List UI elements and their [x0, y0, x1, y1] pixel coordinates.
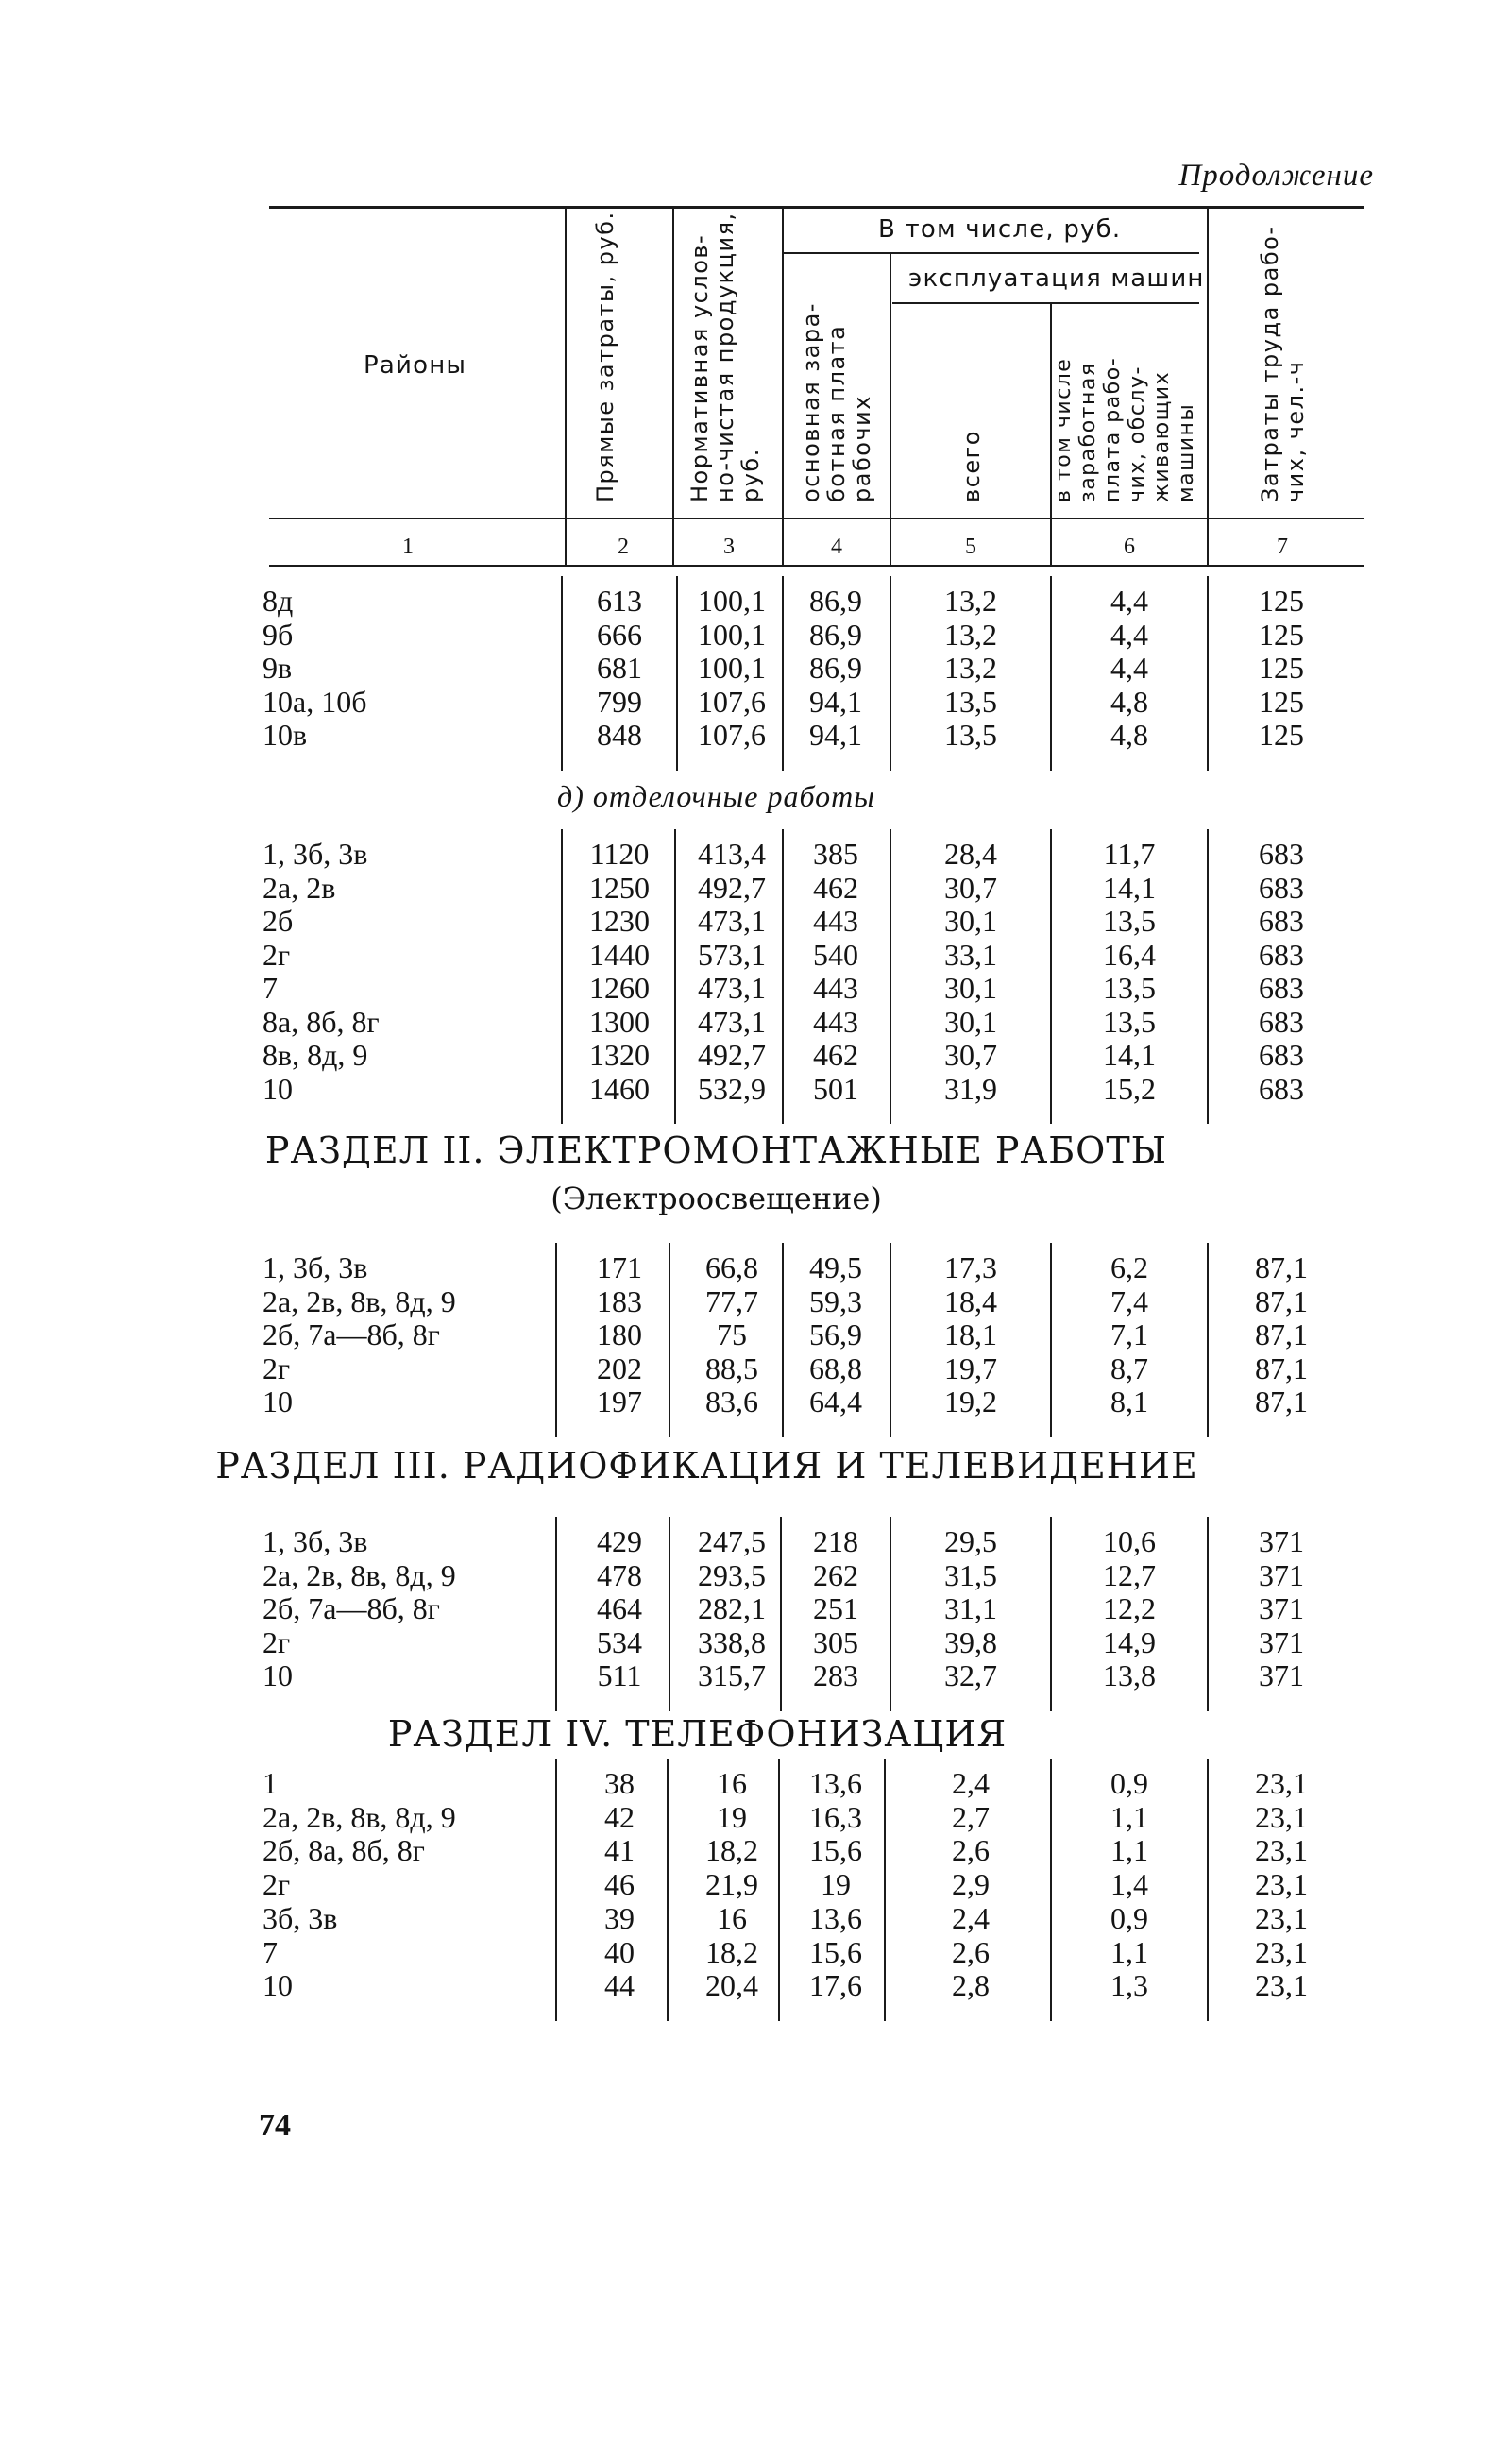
cell-value: 492,7: [698, 1038, 766, 1072]
cell-value: 666: [597, 617, 642, 652]
table-row: [0, 1591, 1508, 1625]
table-row: [0, 1867, 1508, 1901]
cell-value: 23,1: [1255, 1900, 1308, 1935]
cell-value: 262: [813, 1557, 858, 1592]
cell-district: 10: [263, 1968, 293, 2003]
cell-value: 1440: [589, 937, 650, 972]
col-number: 3: [723, 535, 735, 559]
cell-value: 443: [813, 971, 858, 1005]
cell-value: 573,1: [698, 937, 766, 972]
cell-district: 10: [263, 1071, 293, 1106]
cell-value: 443: [813, 904, 858, 938]
cell-district: 2а, 2в, 8в, 8д, 9: [263, 1557, 456, 1592]
cell-value: 16,3: [809, 1799, 862, 1834]
col-number: 5: [965, 535, 976, 559]
cell-value: 501: [813, 1071, 858, 1106]
cell-value: 30,1: [944, 904, 997, 938]
table-row: [0, 1901, 1508, 1935]
cell-value: 282,1: [698, 1591, 766, 1626]
table-row: [0, 1385, 1508, 1419]
cell-value: 31,5: [944, 1557, 997, 1592]
cell-district: 8д: [263, 584, 294, 618]
cell-value: 13,2: [944, 584, 997, 618]
cell-district: 2б, 7а—8б, 8г: [263, 1591, 440, 1626]
cell-value: 30,1: [944, 1004, 997, 1039]
cell-value: 17,6: [809, 1968, 862, 2003]
cell-value: 683: [1259, 1038, 1304, 1072]
cell-value: 0,9: [1110, 1766, 1148, 1800]
cell-value: 23,1: [1255, 1833, 1308, 1868]
cell-value: 30,1: [944, 971, 997, 1005]
table-row: [0, 618, 1508, 652]
cell-district: 10в: [263, 718, 308, 752]
cell-district: 10а, 10б: [263, 684, 367, 719]
cell-district: 2а, 2в, 8в, 8д, 9: [263, 1799, 456, 1834]
cell-value: 683: [1259, 904, 1304, 938]
cell-value: 1,1: [1110, 1833, 1148, 1868]
cell-value: 473,1: [698, 904, 766, 938]
cell-value: 13,5: [1103, 904, 1156, 938]
cell-district: 10: [263, 1385, 293, 1419]
cell-district: 8в, 8д, 9: [263, 1038, 368, 1072]
in-number-rule: [784, 252, 1199, 254]
cell-value: 86,9: [809, 651, 862, 685]
cell-value: 338,8: [698, 1624, 766, 1659]
section-title-iv: РАЗДЕЛ IV. ТЕЛЕФОНИЗАЦИЯ: [387, 1713, 1008, 1755]
cell-value: 30,7: [944, 1038, 997, 1072]
cell-value: 21,9: [705, 1867, 758, 1902]
table-row: [0, 938, 1508, 972]
cell-value: 202: [597, 1351, 642, 1385]
cell-value: 107,6: [698, 684, 766, 719]
cell-value: 11,7: [1103, 837, 1156, 871]
cell-value: 42: [604, 1799, 635, 1834]
cell-value: 848: [597, 718, 642, 752]
cell-value: 371: [1259, 1524, 1304, 1558]
section-title-ii: РАЗДЕЛ II. ЭЛЕКТРОМОНТАЖНЫЕ РАБОТЫ: [264, 1130, 1168, 1171]
cell-value: 4,8: [1110, 718, 1148, 752]
cell-value: 283: [813, 1658, 858, 1693]
header-vline: [1207, 208, 1209, 567]
cell-value: 19: [717, 1799, 747, 1834]
cell-value: 13,6: [809, 1766, 862, 1800]
cell-value: 4,4: [1110, 617, 1148, 652]
cell-value: 64,4: [809, 1385, 862, 1419]
cell-value: 87,1: [1255, 1317, 1308, 1352]
cell-value: 13,5: [944, 684, 997, 719]
cell-value: 31,9: [944, 1071, 997, 1106]
cell-value: 443: [813, 1004, 858, 1039]
cell-value: 16: [717, 1766, 747, 1800]
cell-value: 1,1: [1110, 1934, 1148, 1969]
cell-value: 1,3: [1110, 1968, 1148, 2003]
cell-value: 16,4: [1103, 937, 1156, 972]
cell-value: 44: [604, 1968, 635, 2003]
cell-value: 100,1: [698, 651, 766, 685]
table-row: [0, 1038, 1508, 1072]
cell-value: 183: [597, 1283, 642, 1318]
cell-value: 83,6: [705, 1385, 758, 1419]
cell-district: 2б, 7а—8б, 8г: [263, 1317, 440, 1352]
cell-value: 540: [813, 937, 858, 972]
header-vline: [565, 208, 567, 567]
cell-value: 429: [597, 1524, 642, 1558]
cell-value: 4,4: [1110, 651, 1148, 685]
table-row: [0, 1968, 1508, 2002]
cell-value: 799: [597, 684, 642, 719]
cell-value: 218: [813, 1524, 858, 1558]
col-number: 4: [831, 535, 842, 559]
page-number: 74: [259, 2108, 291, 2143]
cell-district: 2г: [263, 1624, 291, 1659]
cell-value: 18,2: [705, 1833, 758, 1868]
cell-value: 107,6: [698, 718, 766, 752]
cell-value: 371: [1259, 1658, 1304, 1693]
cell-value: 1,4: [1110, 1867, 1148, 1902]
cell-value: 66,8: [705, 1250, 758, 1284]
cell-district: 2г: [263, 1351, 291, 1385]
cell-value: 315,7: [698, 1658, 766, 1693]
cell-value: 68,8: [809, 1351, 862, 1385]
section-title-iii: РАЗДЕЛ III. РАДИОФИКАЦИЯ И ТЕЛЕВИДЕНИЕ: [215, 1445, 1198, 1487]
cell-value: 39: [604, 1900, 635, 1935]
header-vline: [890, 253, 891, 567]
cell-value: 28,4: [944, 837, 997, 871]
cell-value: 8,1: [1110, 1385, 1148, 1419]
table-row: [0, 1558, 1508, 1592]
cell-value: 29,5: [944, 1524, 997, 1558]
cell-value: 87,1: [1255, 1250, 1308, 1284]
machine-ops-rule: [892, 302, 1199, 304]
cell-value: 413,4: [698, 837, 766, 871]
cell-value: 94,1: [809, 718, 862, 752]
cell-district: 2б, 8а, 8б, 8г: [263, 1833, 425, 1868]
cell-value: 385: [813, 837, 858, 871]
cell-value: 1260: [589, 971, 650, 1005]
header-in-number: В том числе, руб.: [878, 215, 1122, 244]
table-row: [0, 837, 1508, 871]
cell-value: 23,1: [1255, 1968, 1308, 2003]
cell-district: 2а, 2в: [263, 870, 336, 905]
cell-value: 19,7: [944, 1351, 997, 1385]
cell-value: 683: [1259, 1004, 1304, 1039]
cell-district: 2г: [263, 937, 291, 972]
cell-value: 462: [813, 1038, 858, 1072]
cell-value: 75: [717, 1317, 747, 1352]
cell-value: 462: [813, 870, 858, 905]
cell-value: 7,1: [1110, 1317, 1148, 1352]
table-row: [0, 1833, 1508, 1867]
cell-district: 9б: [263, 617, 294, 652]
header-col3: Нормативная услов- но-чистая продукция, руб.: [686, 212, 764, 502]
cell-value: 12,2: [1103, 1591, 1156, 1626]
cell-value: 197: [597, 1385, 642, 1419]
cell-district: 2б: [263, 904, 294, 938]
table-row: [0, 1625, 1508, 1659]
cell-value: 100,1: [698, 584, 766, 618]
cell-value: 14,1: [1103, 1038, 1156, 1072]
cell-value: 88,5: [705, 1351, 758, 1385]
cell-value: 46: [604, 1867, 635, 1902]
cell-district: 1, 3б, 3в: [263, 837, 368, 871]
cell-value: 23,1: [1255, 1934, 1308, 1969]
cell-value: 20,4: [705, 1968, 758, 2003]
cell-district: 7: [263, 1934, 278, 1969]
cell-value: 6,2: [1110, 1250, 1148, 1284]
cell-value: 13,6: [809, 1900, 862, 1935]
cell-value: 1250: [589, 870, 650, 905]
cell-value: 49,5: [809, 1250, 862, 1284]
cell-district: 2а, 2в, 8в, 8д, 9: [263, 1283, 456, 1318]
cell-value: 4,8: [1110, 684, 1148, 719]
header-col5: всего: [958, 430, 985, 502]
continuation-label: Продолжение: [1178, 159, 1374, 193]
cell-value: 0,9: [1110, 1900, 1148, 1935]
cell-value: 125: [1259, 617, 1304, 652]
cell-value: 87,1: [1255, 1351, 1308, 1385]
cell-value: 87,1: [1255, 1385, 1308, 1419]
cell-value: 31,1: [944, 1591, 997, 1626]
cell-value: 2,6: [952, 1833, 990, 1868]
cell-value: 12,7: [1103, 1557, 1156, 1592]
table-row: [0, 1250, 1508, 1284]
cell-value: 478: [597, 1557, 642, 1592]
table-row: [0, 685, 1508, 719]
table-row: [0, 871, 1508, 905]
cell-value: 305: [813, 1624, 858, 1659]
cell-value: 18,2: [705, 1934, 758, 1969]
cell-value: 8,7: [1110, 1351, 1148, 1385]
col-number: 1: [402, 535, 414, 559]
table-row: [0, 1284, 1508, 1318]
cell-value: 681: [597, 651, 642, 685]
table-row: [0, 1524, 1508, 1558]
cell-value: 18,4: [944, 1283, 997, 1318]
cell-value: 464: [597, 1591, 642, 1626]
header-vline: [782, 208, 784, 567]
cell-district: 3б, 3в: [263, 1900, 338, 1935]
cell-value: 30,7: [944, 870, 997, 905]
cell-value: 180: [597, 1317, 642, 1352]
header-col7: Затраты труда рабо- чих, чел.-ч: [1257, 225, 1309, 502]
cell-value: 473,1: [698, 1004, 766, 1039]
cell-value: 2,6: [952, 1934, 990, 1969]
cell-value: 1120: [589, 837, 650, 871]
header-col6: в том числе заработная плата рабо- чих, обслу- живающих машины: [1052, 356, 1198, 502]
cell-value: 23,1: [1255, 1799, 1308, 1834]
table-row: [0, 1766, 1508, 1800]
cell-value: 59,3: [809, 1283, 862, 1318]
cell-value: 371: [1259, 1591, 1304, 1626]
cell-value: 13,2: [944, 651, 997, 685]
colnum-bottom-rule: [269, 565, 1364, 567]
cell-value: 683: [1259, 1071, 1304, 1106]
cell-value: 4,4: [1110, 584, 1148, 618]
table-row: [0, 904, 1508, 938]
cell-value: 23,1: [1255, 1867, 1308, 1902]
cell-value: 683: [1259, 937, 1304, 972]
cell-value: 371: [1259, 1557, 1304, 1592]
col-number: 2: [618, 535, 629, 559]
cell-value: 247,5: [698, 1524, 766, 1558]
cell-district: 9в: [263, 651, 293, 685]
col-number: 7: [1277, 535, 1288, 559]
cell-value: 13,8: [1103, 1658, 1156, 1693]
table-row: [0, 971, 1508, 1005]
section-paren-ii: (Электроосвещение): [551, 1181, 882, 1216]
cell-value: 94,1: [809, 684, 862, 719]
cell-value: 15,6: [809, 1934, 862, 1969]
cell-value: 23,1: [1255, 1766, 1308, 1800]
col-number: 6: [1124, 535, 1135, 559]
section-subtitle-finishing: д) отделочные работы: [557, 779, 875, 813]
cell-value: 125: [1259, 718, 1304, 752]
cell-value: 40: [604, 1934, 635, 1969]
cell-value: 87,1: [1255, 1283, 1308, 1318]
cell-value: 1230: [589, 904, 650, 938]
cell-value: 2,4: [952, 1766, 990, 1800]
cell-value: 13,5: [944, 718, 997, 752]
table-row: [0, 584, 1508, 618]
cell-value: 19: [821, 1867, 851, 1902]
cell-value: 683: [1259, 837, 1304, 871]
cell-value: 56,9: [809, 1317, 862, 1352]
cell-value: 17,3: [944, 1250, 997, 1284]
cell-value: 32,7: [944, 1658, 997, 1693]
cell-value: 171: [597, 1250, 642, 1284]
cell-value: 511: [597, 1658, 642, 1693]
cell-value: 293,5: [698, 1557, 766, 1592]
header-col1: Районы: [364, 351, 467, 380]
cell-value: 7,4: [1110, 1283, 1148, 1318]
table-row: [0, 1072, 1508, 1106]
cell-value: 39,8: [944, 1624, 997, 1659]
table-row: [0, 1658, 1508, 1692]
cell-value: 18,1: [944, 1317, 997, 1352]
cell-value: 14,9: [1103, 1624, 1156, 1659]
cell-value: 19,2: [944, 1385, 997, 1419]
cell-value: 86,9: [809, 617, 862, 652]
cell-value: 77,7: [705, 1283, 758, 1318]
cell-district: 1, 3б, 3в: [263, 1250, 368, 1284]
cell-value: 16: [717, 1900, 747, 1935]
cell-value: 2,7: [952, 1799, 990, 1834]
header-col2: Прямые затраты, руб.: [592, 211, 618, 502]
cell-district: 7: [263, 971, 278, 1005]
cell-value: 13,5: [1103, 971, 1156, 1005]
cell-value: 371: [1259, 1624, 1304, 1659]
cell-value: 534: [597, 1624, 642, 1659]
table-row: [0, 1351, 1508, 1385]
table-row: [0, 1935, 1508, 1969]
cell-value: 2,4: [952, 1900, 990, 1935]
cell-value: 1320: [589, 1038, 650, 1072]
cell-value: 15,6: [809, 1833, 862, 1868]
header-col4: основная зара- ботная плата рабочих: [798, 302, 875, 502]
cell-value: 13,5: [1103, 1004, 1156, 1039]
header-top-rule: [269, 206, 1364, 209]
cell-district: 1: [263, 1766, 278, 1800]
cell-value: 683: [1259, 971, 1304, 1005]
cell-value: 15,2: [1103, 1071, 1156, 1106]
header-machine-ops: эксплуатация машин: [908, 264, 1205, 293]
cell-value: 2,9: [952, 1867, 990, 1902]
cell-value: 38: [604, 1766, 635, 1800]
table-row: [0, 1317, 1508, 1351]
table-row: [0, 651, 1508, 685]
cell-value: 532,9: [698, 1071, 766, 1106]
cell-value: 1460: [589, 1071, 650, 1106]
header-vline: [672, 208, 674, 567]
cell-value: 125: [1259, 584, 1304, 618]
cell-value: 2,8: [952, 1968, 990, 2003]
cell-value: 100,1: [698, 617, 766, 652]
cell-value: 10,6: [1103, 1524, 1156, 1558]
cell-value: 33,1: [944, 937, 997, 972]
cell-value: 14,1: [1103, 870, 1156, 905]
cell-value: 683: [1259, 870, 1304, 905]
cell-district: 8а, 8б, 8г: [263, 1004, 380, 1039]
cell-district: 2г: [263, 1867, 291, 1902]
cell-value: 125: [1259, 651, 1304, 685]
table-row: [0, 1005, 1508, 1039]
cell-value: 125: [1259, 684, 1304, 719]
table-row: [0, 1800, 1508, 1834]
cell-value: 473,1: [698, 971, 766, 1005]
cell-value: 492,7: [698, 870, 766, 905]
cell-district: 1, 3б, 3в: [263, 1524, 368, 1558]
cell-district: 10: [263, 1658, 293, 1693]
cell-value: 41: [604, 1833, 635, 1868]
cell-value: 1300: [589, 1004, 650, 1039]
cell-value: 86,9: [809, 584, 862, 618]
header-bottom-rule: [269, 518, 1364, 519]
cell-value: 613: [597, 584, 642, 618]
cell-value: 251: [813, 1591, 858, 1626]
table-row: [0, 718, 1508, 752]
cell-value: 1,1: [1110, 1799, 1148, 1834]
cell-value: 13,2: [944, 617, 997, 652]
